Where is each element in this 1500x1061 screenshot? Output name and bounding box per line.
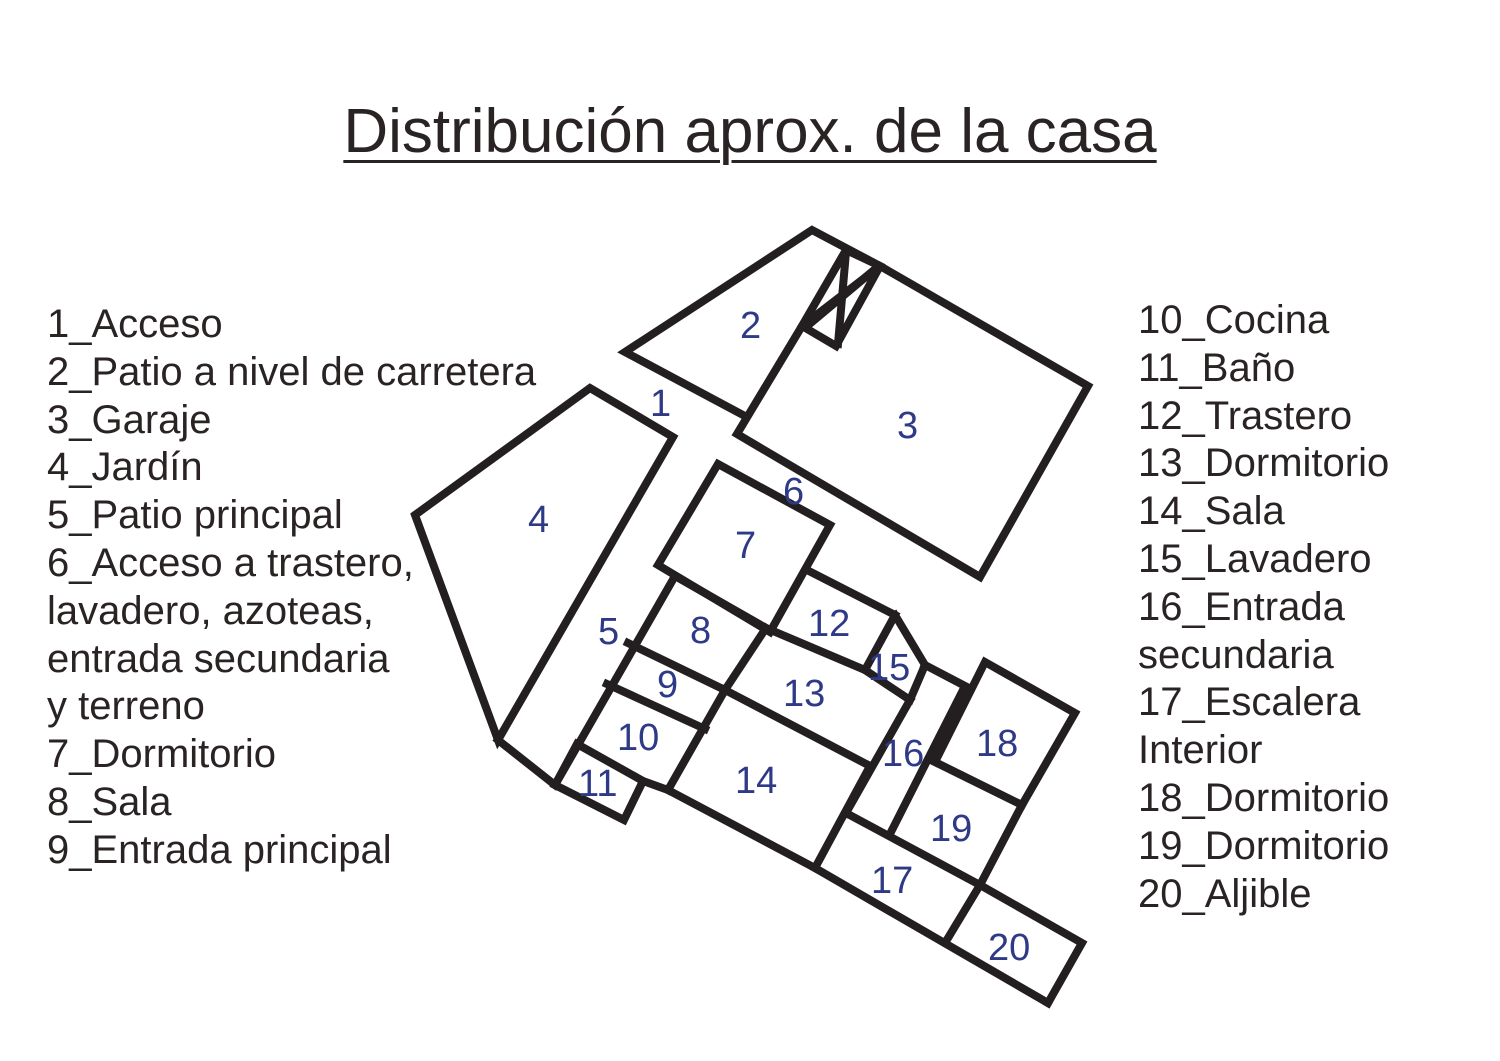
wall-17-20 — [945, 885, 980, 943]
legend-item-11: 11_Baño — [1138, 345, 1296, 390]
wall-jardin-4 — [415, 388, 673, 740]
room-number-11: 11 — [578, 763, 618, 805]
legend-item-18: 18_Dormitorio — [1138, 775, 1390, 820]
room-number-16: 16 — [882, 733, 925, 775]
legend-item-19: 19_Dormitorio — [1138, 823, 1390, 868]
wall-8-right — [725, 628, 766, 690]
room-number-6: 6 — [783, 471, 805, 513]
legend-item-13: 13_Dormitorio — [1138, 441, 1390, 486]
legend-item-1: 1_Acceso — [47, 302, 223, 346]
room-number-3: 3 — [897, 405, 919, 447]
room-number-18: 18 — [976, 723, 1019, 765]
page-title: Distribución aprox. de la casa — [343, 97, 1157, 166]
room-number-20: 20 — [988, 927, 1031, 969]
legend-item-6: 6_Acceso a trastero, lavadero, azoteas, entrada secundaria y terreno — [47, 540, 414, 729]
legend-item-2: 2_Patio a nivel de carretera — [47, 349, 537, 394]
room-number-17: 17 — [871, 860, 914, 902]
room-number-14: 14 — [735, 760, 778, 802]
room-number-5: 5 — [598, 611, 620, 653]
legend-item-15: 15_Lavadero — [1138, 536, 1372, 581]
legend-item-3: 3_Garaje — [47, 397, 212, 442]
room-number-9: 9 — [657, 664, 679, 706]
legend-item-20: 20_Aljible — [1138, 871, 1312, 916]
wall-19-right — [980, 805, 1022, 885]
wall-8-top — [675, 576, 766, 628]
legend-item-10: 10_Cocina — [1138, 298, 1330, 342]
legend-item-14: 14_Sala — [1138, 489, 1285, 534]
legend-item-9: 9_Entrada principal — [47, 827, 392, 872]
legend-item-4: 4_Jardín — [47, 445, 203, 490]
wall-jardin-bano — [498, 740, 555, 785]
room-number-4: 4 — [528, 499, 550, 541]
legend-item-16: 16_Entrada secundaria — [1138, 584, 1345, 677]
room-number-15: 15 — [868, 647, 911, 689]
legend-item-5: 5_Patio principal — [47, 493, 343, 538]
wall-18-19 — [935, 762, 1022, 805]
legend-item-7: 7_Dormitorio — [47, 732, 276, 777]
room-number-2: 2 — [740, 305, 762, 347]
room-number-1: 1 — [650, 383, 672, 425]
room-number-8: 8 — [690, 610, 712, 652]
legend-item-17: 17_Escalera Interior — [1138, 680, 1361, 773]
room-number-13: 13 — [783, 673, 826, 715]
room-number-10: 10 — [617, 717, 660, 759]
room-number-19: 19 — [930, 808, 973, 850]
legend-item-12: 12_Trastero — [1138, 393, 1353, 438]
legend-item-8: 8_Sala — [47, 779, 172, 824]
room-number-7: 7 — [735, 525, 757, 567]
room-number-12: 12 — [808, 603, 851, 645]
